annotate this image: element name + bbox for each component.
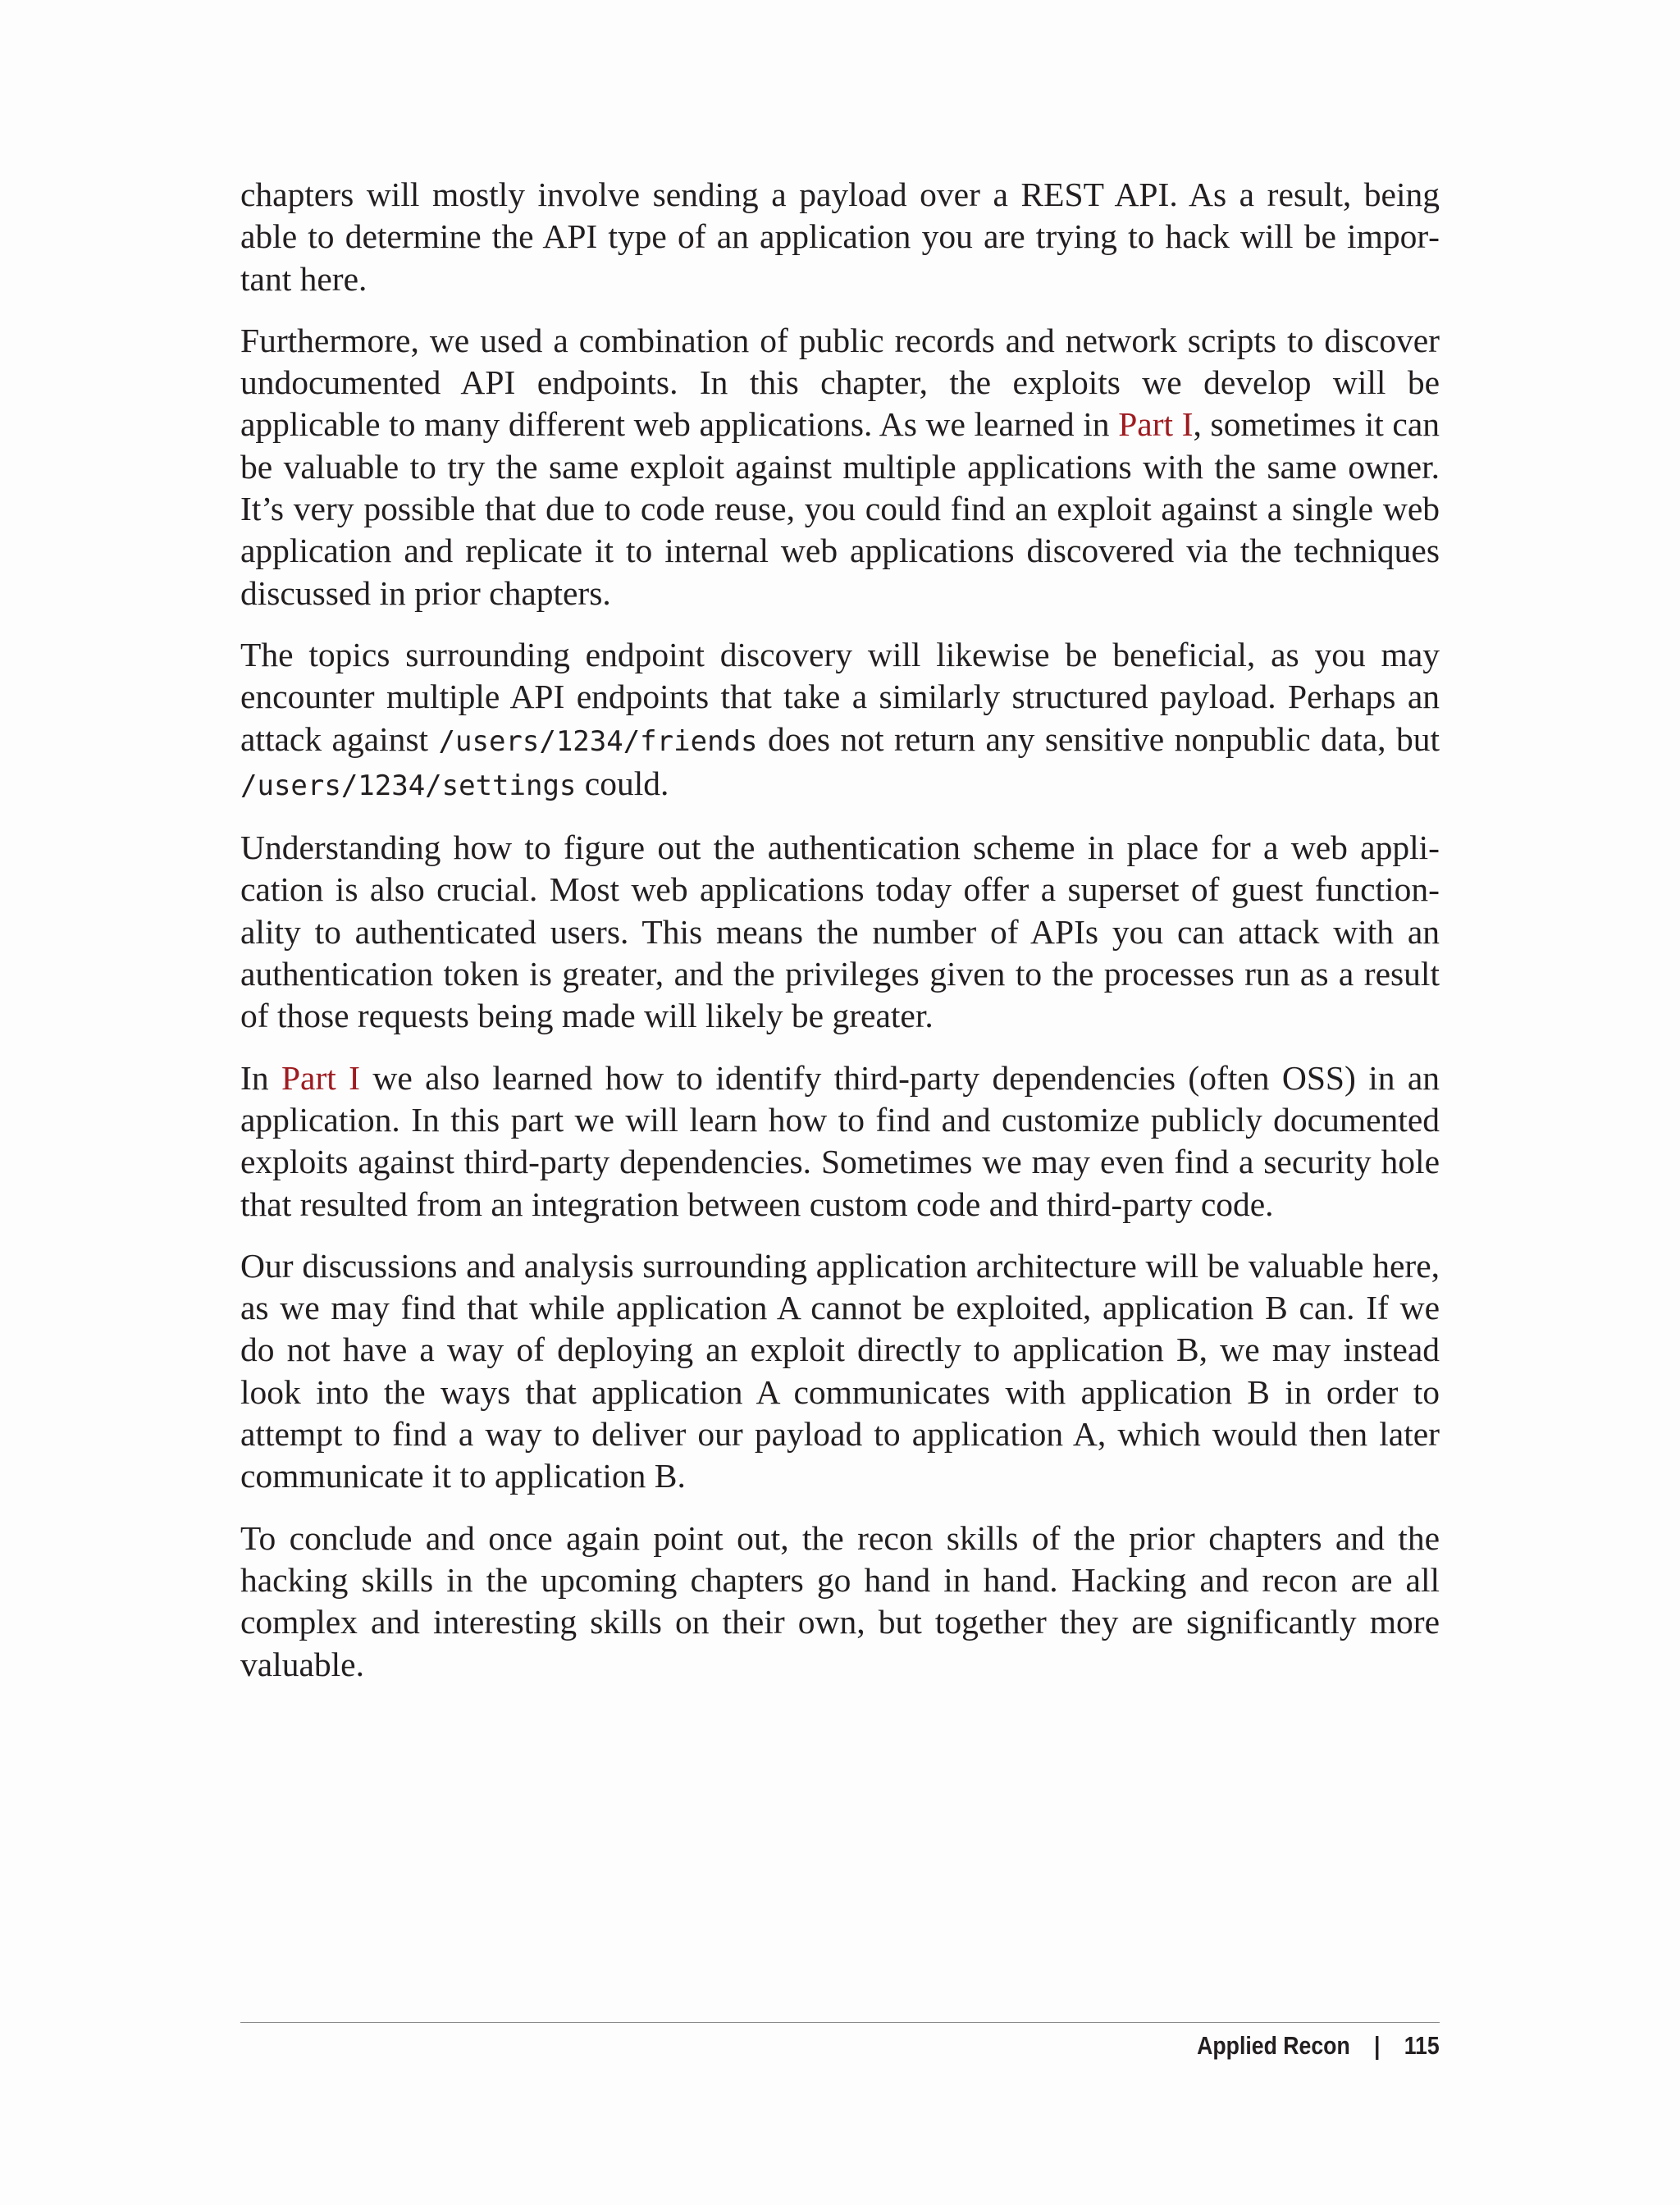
paragraph-7: To conclude and once again point out, the recon skills of the prior chapters and the hacking skills in the upcoming chapters go hand in hand. Hacking and recon are all complex and interesting skills on their own, but together they are significantly more valuable. [240, 1518, 1440, 1683]
paragraph-6: Our discussions and analysis surrounding application architecture will be valuable here, as we may find that while application A cannot be exploited, application B can. If we do not have a way of deploying an exploit directly to application B, we may instead look into the ways that application A communicates with application B in order to attempt to find a way to deliver our payload to application A, which would then later communicate it to application B. [240, 1246, 1440, 1495]
part-i-link-2[interactable]: Part I [281, 1058, 360, 1097]
page-footer [1197, 2031, 1440, 2061]
paragraph-5-text-b: we also learned how to identify third-party dependencies (often OSS) in an application. In this part we will learn how to find and customize publicly documented exploits against third-party dependencies. Sometimes we may even find a security hole that resulted from an integration between custom code and third-party code. [240, 1058, 1440, 1223]
paragraph-3-text-c: could. [576, 764, 669, 802]
paragraph-5-text-a: In [240, 1058, 281, 1097]
paragraph-2-text-a: Furthermore, we used a combination of public records and network scripts to discover undocumented API endpoints. In this chapter, the exploits we develop will be applicable to many different web applications. As we learned in [240, 321, 1440, 444]
friends-endpoint-code: /users/1234/friends [438, 724, 758, 758]
paragraph-3-text-a: The topics surrounding endpoint discovery will likewise be beneficial, as you may encounter multiple API endpoints that take a similarly structured payload. Perhaps an attack against [240, 635, 1440, 758]
paragraph-2 [240, 320, 1440, 614]
paragraph-4: Understanding how to figure out the authentication scheme in place for a web application is also crucial. Most web applications today offer a superset of guest functionality to authenticated users. This means the number of APIs you can attack with an authentication token is greater, and the privileges given to the processes run as a result of those requests being made will likely be greater. [240, 829, 1440, 1035]
settings-endpoint-code: /users/1234/settings [240, 769, 577, 802]
footer-separator: | [1374, 2031, 1381, 2060]
page-body [240, 174, 1440, 1705]
footer-chapter-title: Applied Recon [1197, 2031, 1351, 2060]
footer-divider [240, 2022, 1440, 2023]
paragraph-3-text-b: does not return any sensitive nonpublic data, but [757, 719, 1440, 758]
paragraph-2-text-b: , sometimes it can be valuable to try the same exploit against multiple applications with the same owner. It’s very possible that due to code reuse, you could find an exploit against a single web application and replicate it to internal web applications discovered via the techniques discussed in prior chapters. [240, 405, 1440, 612]
paragraph-3 [240, 634, 1440, 807]
paragraph-5 [240, 1057, 1440, 1226]
paragraph-1: chapters will mostly involve sending a payload over a REST API. As a result, being able to determine the API type of an application you are trying to hack will be important here. [240, 176, 1440, 298]
page-number: 115 [1404, 2031, 1440, 2060]
part-i-link[interactable]: Part I [1118, 405, 1194, 444]
